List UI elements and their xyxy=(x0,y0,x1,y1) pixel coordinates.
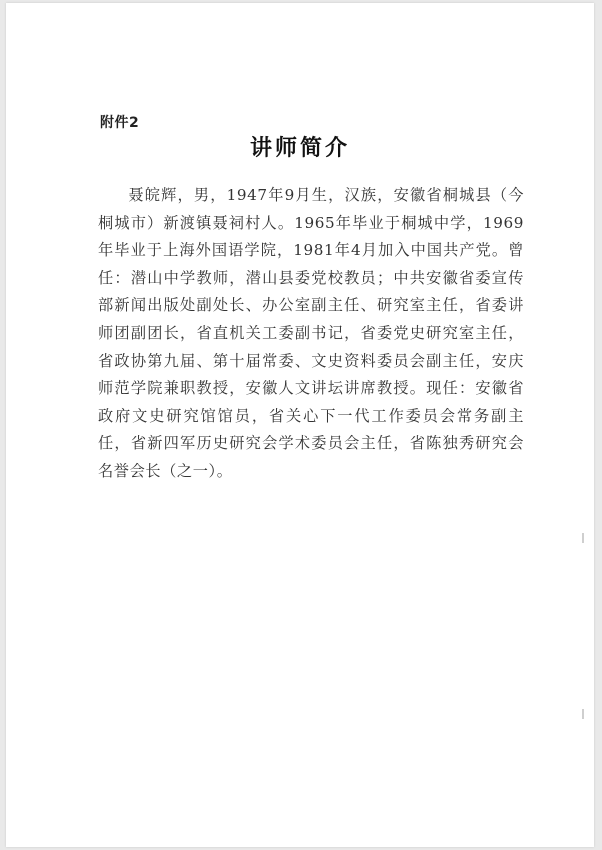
attachment-label: 附件2 xyxy=(100,115,140,131)
page-title: 讲师简介 xyxy=(249,136,350,161)
document-page xyxy=(6,3,594,847)
biography-paragraph: 聂皖辉，男，1947年9月生，汉族，安徽省桐城县（今桐城市）新渡镇聂祠村人。1965年毕业于桐城中学，1969年毕业于上海外国语学院，1981年4月加入中国共产党。曾任：潜山中学教师，潜山县委党校教员；中共安徽省委宣传部新闻出版处副处长、办公室副主任、研究室主任，省委讲师团副团长，省直机关工委副书记，省委党史研究室主任，省政协第九届、第十届常委、文史资料委员会副主任，安庆师范学院兼职教授，安徽人文讲坛讲席教授。现任：安徽省政府文史研究馆馆员，省关心下一代工作委员会常务副主任，省新四军历史研究会学术委员会主任，省陈独秀研究会名誉会长（之一）。 xyxy=(98,186,524,480)
scan-edge-mark xyxy=(582,709,584,719)
scan-edge-mark xyxy=(582,533,584,543)
